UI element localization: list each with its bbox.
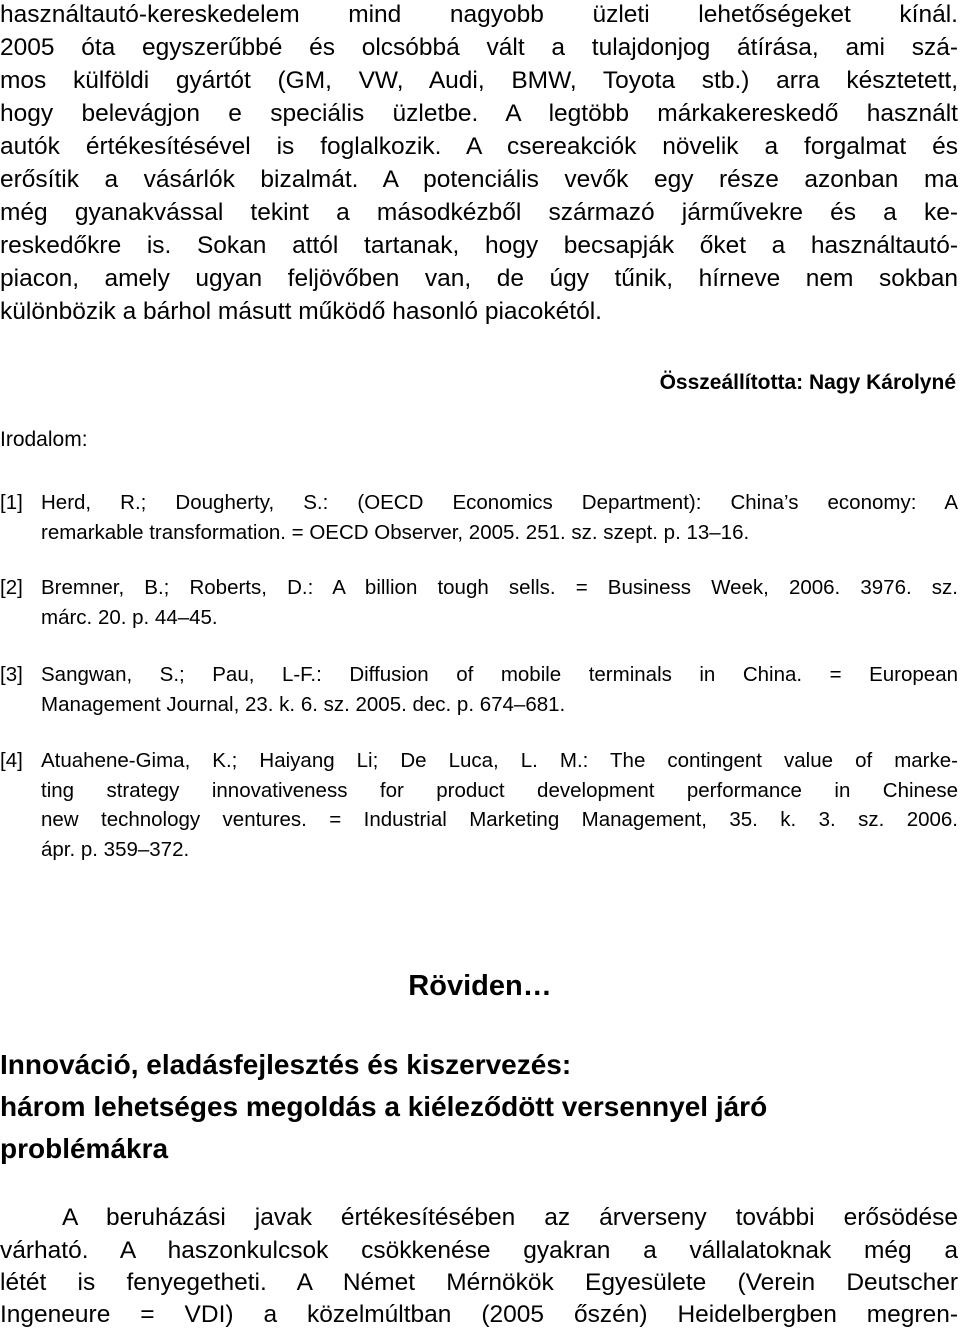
text-line: hogy belevágjon e speciális üzletbe. A legtöbb márkakereskedő használt [0,100,958,127]
reference-line: remarkable transformation. = OECD Observer, 2005. 251. sz. szept. p. 13–16. [41,520,750,544]
reference-line: Herd, R.; Dougherty, S.: (OECD Economics Department): China’s economy: A [41,491,958,514]
text-line: erősítik a vásárlók bizalmát. A potenciális vevők egy része azonban ma [0,166,958,193]
literature-heading: Irodalom: [0,428,88,451]
reference-number: [2] [0,576,23,599]
reference-item [0,746,958,864]
text-line: 2005 óta egyszerűbbé és olcsóbbá vált a tulajdonjog átírása, ami szá- [0,34,958,61]
text-line: létét is fenyegetheti. A Német Mérnökök Egyesülete (Verein Deutscher [0,1269,958,1296]
reference-item [0,660,958,719]
compiled-by: Összeállította: Nagy Károlyné [659,371,956,394]
section-title: Röviden… [408,970,552,1002]
reference-line: ápr. p. 359–372. [41,837,190,861]
reference-line: Management Journal, 23. k. 6. sz. 2005. dec. p. 674–681. [41,692,566,716]
text-line: különbözik a bárhol másutt működő hasonló piacokétól. [0,298,602,325]
reference-line: ting strategy innovativeness for product development performance in Chinese [41,778,958,802]
article-title-line: Innováció, eladásfejlesztés és kiszervezés: [0,1049,572,1080]
text-line: A beruházási javak értékesítésében az árverseny további erősödése [62,1204,958,1231]
article-title-line: három lehetséges megoldás a kiéleződött versennyel járó [0,1091,768,1122]
text-line: használtautó-kereskedelem mind nagyobb üzleti lehetőségeket kínál. [0,1,958,28]
reference-line: Atuahene-Gima, K.; Haiyang Li; De Luca, L. M.: The contingent value of marke- [41,749,958,772]
text-line: piacon, amely ugyan feljövőben van, de úgy tűnik, hírneve nem sokban [0,265,958,292]
text-line: Ingeneure = VDI) a közelmúltban (2005 őszén) Heidelbergben megren- [0,1301,958,1328]
text-line: reskedőkre is. Sokan attól tartanak, hogy becsapják őket a használtautó- [0,232,958,259]
reference-line: Sangwan, S.; Pau, L-F.: Diffusion of mobile terminals in China. = European [41,663,958,686]
article-title-line: problémákra [0,1133,169,1164]
reference-number: [4] [0,749,23,772]
article-title [0,1044,958,1170]
reference-number: [1] [0,491,23,514]
reference-item [0,488,958,547]
text-line: autók értékesítésével is foglalkozik. A csereakciók növelik a forgalmat és [0,133,958,160]
text-line: mos külföldi gyártót (GM, VW, Audi, BMW, Toyota stb.) arra késztetett, [0,67,958,94]
reference-item [0,573,958,632]
text-line: várható. A haszonkulcsok csökkenése gyakran a vállalatoknak még a [0,1237,958,1264]
reference-line: new technology ventures. = Industrial Marketing Management, 35. k. 3. sz. 2006. [41,808,958,831]
reference-number: [3] [0,663,23,686]
reference-line: márc. 20. p. 44–45. [41,605,218,629]
text-line: még gyanakvással tekint a másodkézből származó járművekre és a ke- [0,199,958,226]
reference-line: Bremner, B.; Roberts, D.: A billion tough sells. = Business Week, 2006. 3976. sz. [41,576,958,599]
